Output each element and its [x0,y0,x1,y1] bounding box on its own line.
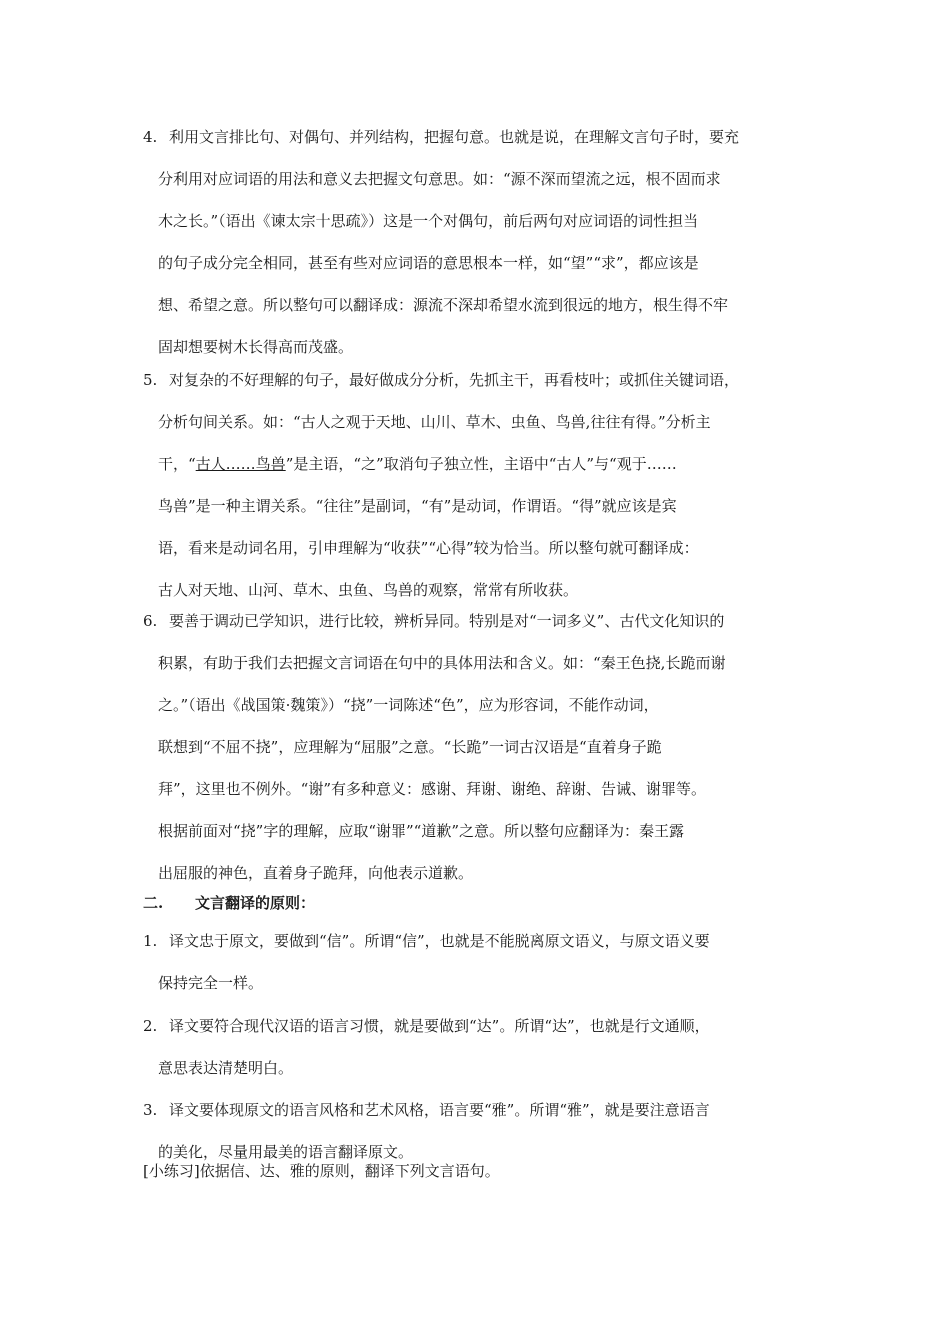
text-line: 的句子成分完全相同，甚至有些对应词语的意思根本一样，如“望”“求”，都应该是 [158,254,699,272]
text-line: 利用文言排比句、对偶句、并列结构，把握句意。也就是说，在理解文言句子时，要充 [169,128,740,146]
principle-item-2 [143,1005,811,1089]
list-number: 5. [143,371,158,389]
text-line: 分利用对应词语的用法和意义去把握文句意思。如：“源不深而望流之远，根不固而求 [158,170,721,188]
list-item-6 [143,600,811,894]
list-item-body [169,920,811,962]
text-line: 的美化，尽量用最美的语言翻译原文。 [158,1143,414,1161]
list-item-continuation [158,962,811,1004]
section-heading [143,892,315,913]
underlined-phrase: 古人……鸟兽 [195,455,286,473]
text-line: 联想到“不屈不挠”，应理解为“屈服”之意。“长跪”一词古汉语是“直着身子跪 [158,738,662,756]
list-item-4 [143,116,811,368]
text-line [158,443,811,485]
text-line: 分析句间关系。如：“古人之观于天地、山川、草木、虫鱼、鸟兽,往往有得。”分析主 [158,413,711,431]
text-line: 固却想要树木长得高而茂盛。 [158,338,354,356]
exercise-prompt: [小练习]依据信、达、雅的原则，翻译下列文言语句。 [143,1162,500,1180]
principle-item-1 [143,920,811,1004]
text-line: 语，看来是动词名用，引申理解为“收获”“心得”较为恰当。所以整句就可翻译成： [158,539,699,557]
section-title: 文言翻译的原则： [195,894,316,912]
list-item-body [169,1005,811,1047]
list-item-continuation [158,1047,811,1089]
text-line: 拜”，这里也不例外。“谢”有多种意义：感谢、拜谢、谢绝、辞谢、告诫、谢罪等。 [158,780,707,798]
list-item-body [169,359,811,401]
list-item-body [169,600,811,642]
text-line: 想、希望之意。所以整句可以翻译成：源流不深却希望水流到很远的地方，根生得不牢 [158,296,729,314]
text-line: 对复杂的不好理解的句子，最好做成分分析，先抓主干，再看枝叶；或抓住关键词语， [169,371,740,389]
text-segment: 干，“ [158,455,196,473]
text-line: 木之长。”（语出《谏太宗十思疏》）这是一个对偶句，前后两句对应词语的词性担当 [158,212,699,230]
text-line: 保持完全一样。 [158,974,264,992]
list-item-continuation [158,401,811,611]
list-number: 1. [143,932,158,950]
list-number: 2. [143,1017,158,1035]
text-line: 出屈服的神色，直着身子跪拜，向他表示道歉。 [158,864,474,882]
text-line: 之。”（语出《战国策·魏策》）“挠”一词陈述“色”，应为形容词，不能作动词， [158,696,659,714]
text-line: 根据前面对“挠”字的理解，应取“谢罪”“道歉”之意。所以整句应翻译为：秦王露 [158,822,685,840]
text-line: 要善于调动已学知识，进行比较，辨析异同。特别是对“一词多义”、古代文化知识的 [169,612,725,630]
text-line: 古人对天地、山河、草木、虫鱼、鸟兽的观察，常常有所收获。 [158,581,579,599]
list-item-continuation [158,642,811,894]
text-line: 译文忠于原文，要做到“信”。所谓“信”，也就是不能脱离原文语义，与原文语义要 [169,932,710,950]
text-line: 意思表达清楚明白。 [158,1059,294,1077]
list-item-5 [143,359,811,611]
list-item-continuation [158,158,811,368]
text-line: 译文要符合现代汉语的语言习惯，就是要做到“达”。所谓“达”，也就是行文通顺， [169,1017,710,1035]
section-number: 二. [143,894,164,912]
text-line: 译文要体现原文的语言风格和艺术风格，语言要“雅”。所谓“雅”，就是要注意语言 [169,1101,710,1119]
list-number: 6. [143,612,158,630]
text-line: 鸟兽”是一种主谓关系。“往往”是副词，“有”是动词，作谓语。“得”就应该是宾 [158,497,677,515]
list-item-body [169,1089,811,1131]
list-number: 3. [143,1101,158,1119]
list-number: 4. [143,128,158,146]
text-segment: ”是主语，“之”取消句子独立性，主语中“古人”与“观于…… [285,455,677,473]
list-item-body [169,116,811,158]
text-line: 积累，有助于我们去把握文言词语在句中的具体用法和含义。如：“秦王色挠,长跪而谢 [158,654,726,672]
